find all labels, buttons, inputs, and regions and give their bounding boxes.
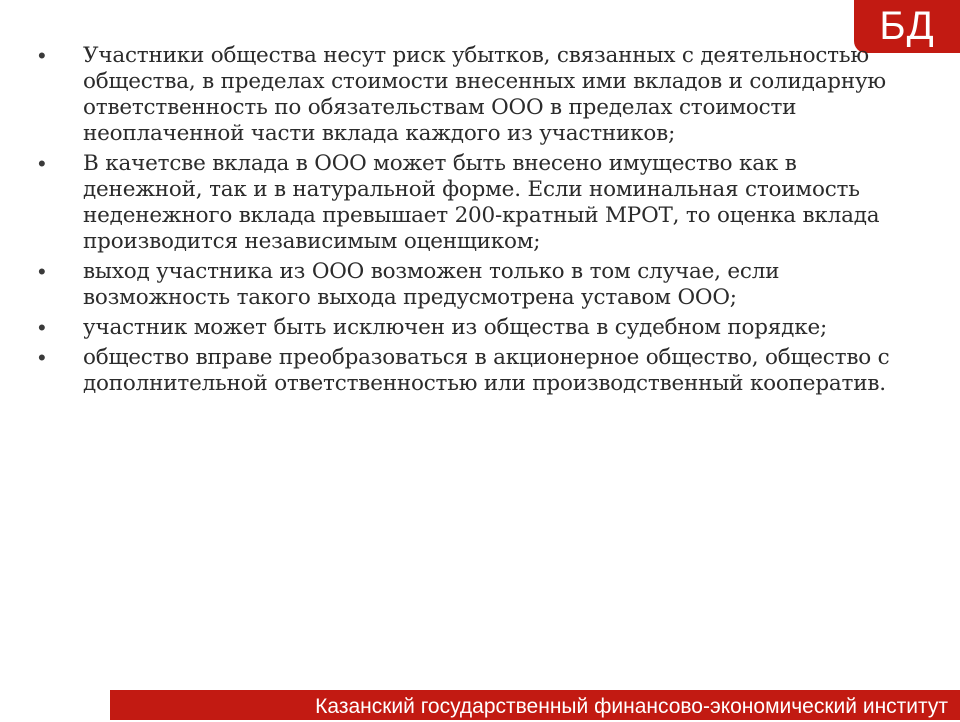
bullet-item-5 bbox=[38, 345, 898, 397]
bullet-text: участник может быть исключен из общества в судебном порядке; bbox=[83, 315, 828, 340]
bullet-item-1 bbox=[38, 43, 898, 147]
bullet-item-4 bbox=[38, 315, 898, 341]
bullet-text: выход участника из ООО возможен только в том случае, если возможность такого выхода предусмотрена уставом ООО; bbox=[83, 259, 780, 310]
bullet-list bbox=[38, 43, 898, 401]
bullet-item-3 bbox=[38, 259, 898, 311]
bullet-marker: • bbox=[38, 43, 46, 68]
bullet-marker: • bbox=[38, 315, 46, 340]
bullet-text: В качетсве вклада в ООО может быть внесено имущество как в денежной, так и в натуральной форме. Если номинальная стоимость неденежного вклада превышает 200-кратный МРОТ, то оценка вклада производится независимым оценщиком; bbox=[83, 151, 880, 254]
bullet-text: общество вправе преобразоваться в акционерное общество, общество с дополнительной ответственностью или производственный кооператив. bbox=[83, 345, 890, 396]
bullet-marker: • bbox=[38, 259, 46, 284]
bullet-item-2 bbox=[38, 151, 898, 255]
bullet-text: Участники общества несут риск убытков, связанных с деятельностью общества, в пределах стоимости внесенных ими вкладов и солидарную ответственность по обязательствам ООО в пределах стоимости неоплаченной части вклада каждого из участников; bbox=[83, 43, 886, 146]
section-badge: БД bbox=[854, 0, 960, 53]
bullet-marker: • bbox=[38, 151, 46, 176]
footer-bar bbox=[110, 690, 960, 720]
bullet-marker: • bbox=[38, 345, 46, 370]
footer-institution-name: Казанский государственный финансово-экономический институт bbox=[315, 695, 948, 718]
